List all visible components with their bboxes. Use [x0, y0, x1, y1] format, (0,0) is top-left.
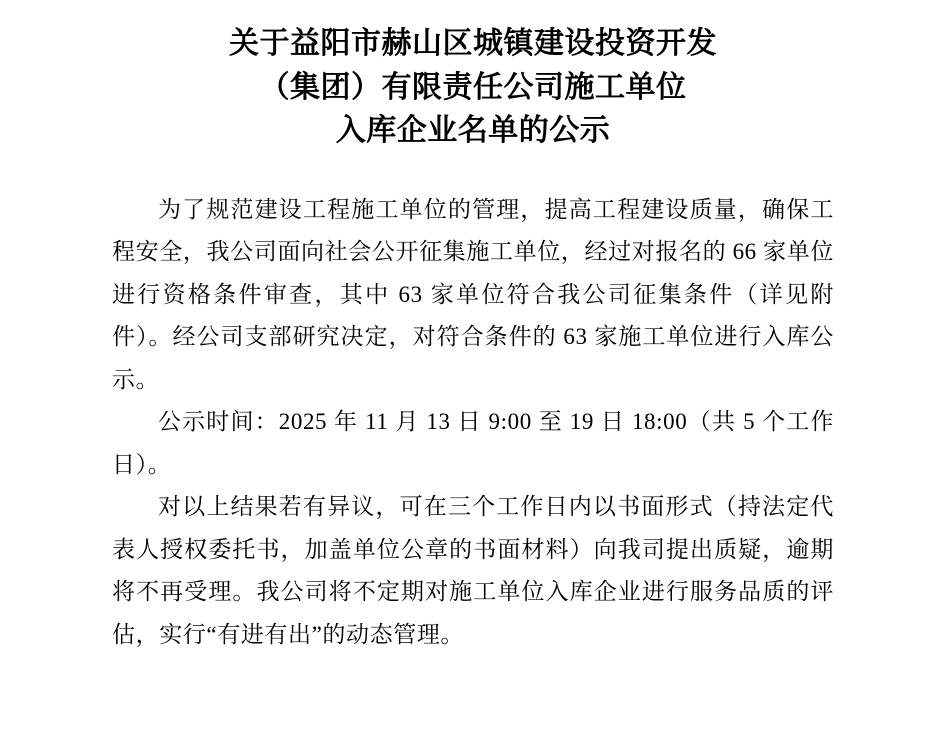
- paragraph-publicity-period: 公示时间：2025 年 11 月 13 日 9:00 至 19 日 18:00（共 5 个工作日）。: [112, 409, 834, 477]
- page-title: [0, 0, 946, 153]
- paragraph-objection: 对以上结果若有异议，可在三个工作日内以书面形式（持法定代表人授权委托书，加盖单位公章的书面材料）向我司提出质疑，逾期将不再受理。我公司将不定期对施工单位入库企业进行服务品质的评估，实行“有进有出”的动态管理。: [112, 494, 834, 647]
- page-title-line-2: （集团）有限责任公司施工单位: [259, 70, 687, 104]
- page-title-line-3: 入库企业名单的公示: [335, 114, 611, 147]
- document-body: [0, 153, 946, 657]
- paragraph-intro: 为了规范建设工程施工单位的管理，提高工程建设质量，确保工程安全，我公司面向社会公开征集施工单位，经过对报名的 66 家单位进行资格条件审查，其中 63 家单位符合我公司征集条件（详见附件）。经公司支部研究决定，对符合条件的 63 家施工单位进行入库公示。: [112, 196, 834, 392]
- page-title-line-1: 关于益阳市赫山区城镇建设投资开发: [229, 27, 717, 60]
